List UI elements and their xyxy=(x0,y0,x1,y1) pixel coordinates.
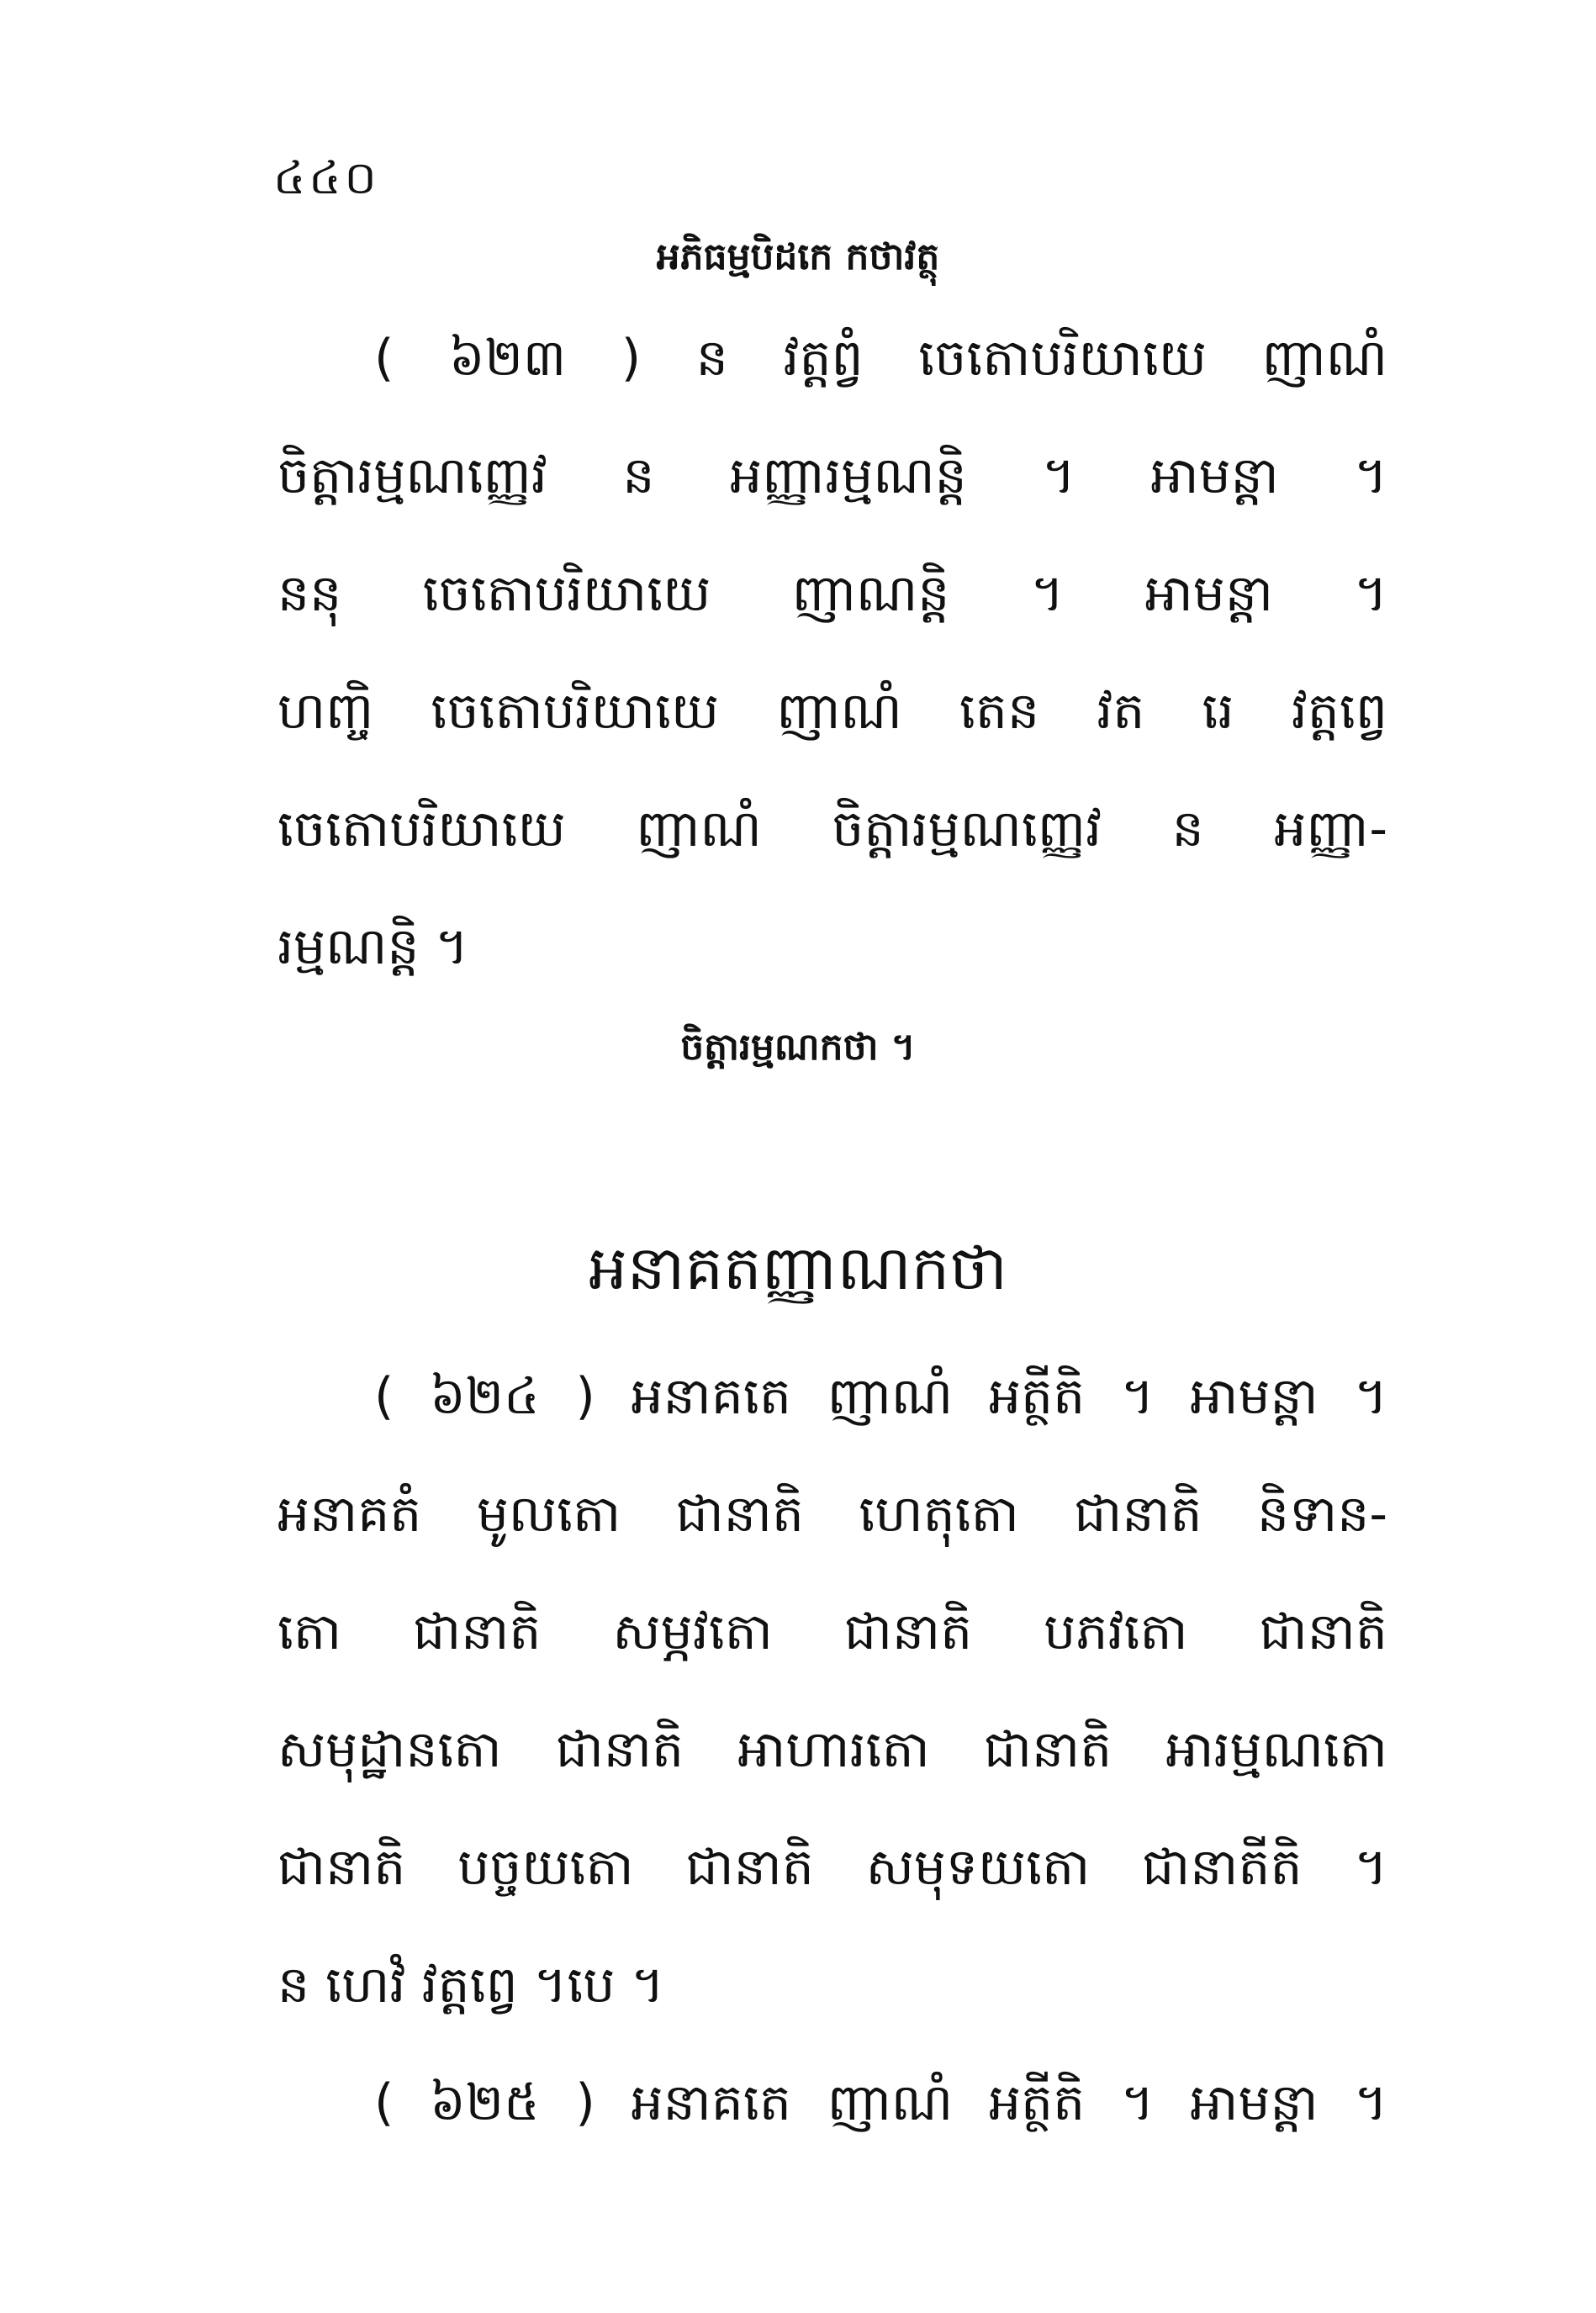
text-line: សមុដ្ឋានតោ ជានាតិ អាហារតោ ជានាតិ អារម្មណតោ xyxy=(277,1720,1387,1779)
text-line: ( ៦២៣ ) ន វត្តព្វំ ចេតោបរិយាយេ ញាណំ xyxy=(374,329,1387,388)
text-line: ចេតោបរិយាយេ ញាណំ ចិត្តារម្មណញ្ញេវ ន អញ្ញា- xyxy=(277,800,1387,858)
text-line: ចិត្តារម្មណញ្ញេវ ន អញ្ញារម្មណន្តិ ។ អាមន្តា ។ xyxy=(277,446,1387,505)
text-line: ហញ្ចិ ចេតោបរិយាយេ ញាណំ តេន វត រេ វត្តព្វេ xyxy=(277,682,1387,741)
text-line: រម្មណន្តិ ។ xyxy=(277,917,469,976)
text-line: ជានាតិ បច្ចយតោ ជានាតិ សមុទយតោ ជានាតីតិ ។ xyxy=(277,1838,1387,1897)
text-line: ននុ ចេតោបរិយាយេ ញាណន្តិ ។ អាមន្តា ។ xyxy=(277,564,1387,623)
chapter-end-title: ចិត្តារម្មណកថា ។ xyxy=(680,1026,916,1069)
text-line: ( ៦២៥ ) អនាគតេ ញាណំ អត្ថីតិ ។ អាមន្តា ។ xyxy=(374,2073,1387,2132)
page-number: ៤៤០ xyxy=(273,151,380,204)
running-header: អភិធម្មបិដកេ កថាវត្ថុ xyxy=(656,235,940,278)
text-line: អនាគតំ មូលតោ ជានាតិ ហេតុតោ ជានាតិ និទាន- xyxy=(277,1485,1387,1544)
text-line: ន ហេវំ វត្តព្វេ ។បេ ។ xyxy=(277,1956,665,2015)
text-line: ( ៦២៤ ) អនាគតេ ញាណំ អត្ថីតិ ។ អាមន្តា ។ xyxy=(374,1367,1387,1426)
text-line: តោ ជានាតិ សម្ភវតោ ជានាតិ បភវតោ ជានាតិ xyxy=(277,1603,1387,1661)
section-title: អនាគតញ្ញាណកថា xyxy=(589,1233,1007,1303)
